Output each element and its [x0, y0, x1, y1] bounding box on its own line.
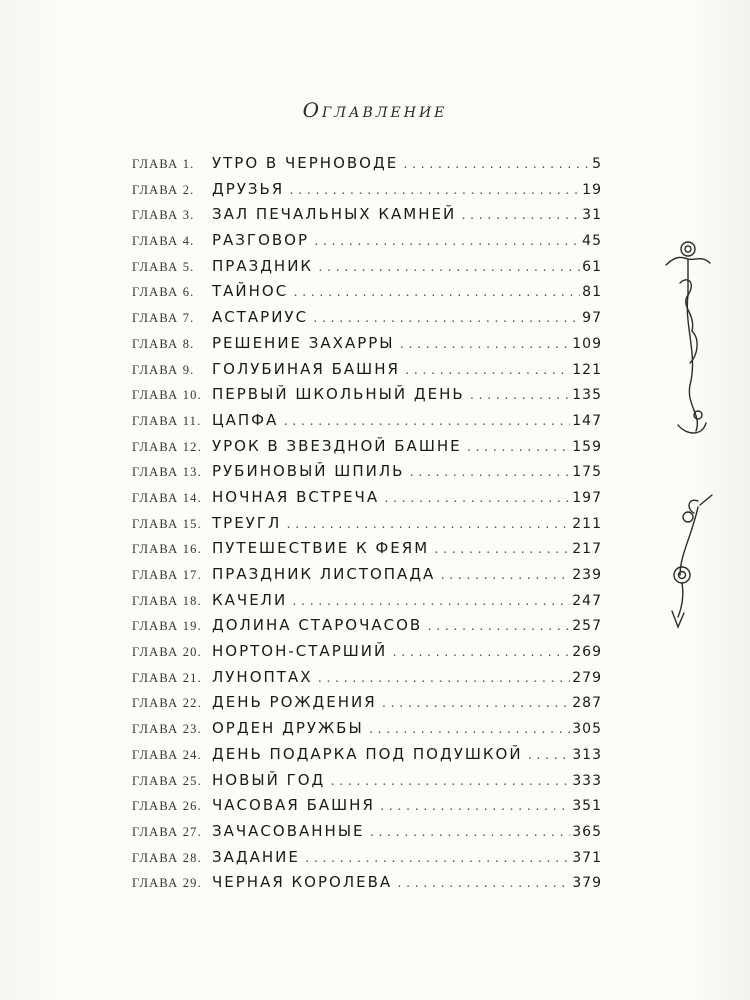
- toc-entry[interactable]: [132, 745, 602, 771]
- dot-leader: [368, 723, 571, 736]
- chapter-title: ДЕНЬ ПОДАРКА ПОД ПОДУШКОЙ: [212, 744, 523, 763]
- toc-entry[interactable]: [132, 771, 602, 797]
- chapter-label: ГЛАВА 3.: [132, 208, 195, 223]
- chapter-label: ГЛАВА 8.: [132, 336, 195, 351]
- chapter-title: НОВЫЙ ГОД: [212, 770, 326, 789]
- chapter-title: ПЕРВЫЙ ШКОЛЬНЫЙ ДЕНЬ: [212, 385, 465, 404]
- dot-leader: [391, 646, 570, 659]
- toc-entry[interactable]: [132, 360, 602, 386]
- dot-leader: [469, 389, 571, 402]
- page-number: 81: [582, 284, 602, 301]
- page-number: 19: [582, 181, 602, 198]
- chapter-title: ТРЕУГЛ: [212, 513, 282, 532]
- toc-entry[interactable]: [132, 822, 602, 848]
- page-number: 269: [572, 644, 602, 661]
- toc-entry[interactable]: [132, 719, 602, 745]
- page-number: 147: [572, 412, 602, 429]
- toc-entry[interactable]: [132, 154, 602, 180]
- chapter-label: ГЛАВА 9.: [132, 362, 195, 377]
- dot-leader: [439, 569, 570, 582]
- toc-entry[interactable]: [132, 591, 602, 617]
- chapter-label: ГЛАВА 20.: [132, 645, 202, 660]
- page-number: 109: [572, 335, 602, 352]
- chapter-title: УРОК В ЗВЕЗДНОЙ БАШНЕ: [212, 436, 462, 455]
- page-number: 175: [572, 464, 602, 481]
- page-number: 365: [572, 823, 602, 840]
- dot-leader: [399, 338, 571, 351]
- dot-leader: [304, 852, 570, 865]
- chapter-label: ГЛАВА 27.: [132, 824, 202, 839]
- dot-leader: [317, 672, 571, 685]
- dot-leader: [312, 312, 580, 325]
- toc-entry[interactable]: [132, 668, 602, 694]
- chapter-title: РЕШЕНИЕ ЗАХАРРЫ: [212, 333, 395, 352]
- toc-entry[interactable]: [132, 642, 602, 668]
- chapter-title: РУБИНОВЫЙ ШПИЛЬ: [212, 462, 405, 481]
- dot-leader: [369, 826, 571, 839]
- chapter-label: ГЛАВА 23.: [132, 722, 202, 737]
- page-number: 313: [572, 746, 602, 763]
- toc-entry[interactable]: [132, 693, 602, 719]
- chapter-label: ГЛАВА 28.: [132, 850, 202, 865]
- chapter-label: ГЛАВА 6.: [132, 285, 195, 300]
- chapter-label: ГЛАВА 7.: [132, 311, 195, 326]
- chapter-label: ГЛАВА 16.: [132, 542, 202, 557]
- chapter-title: ЛУНОПТАХ: [212, 667, 313, 686]
- toc-entry[interactable]: [132, 539, 602, 565]
- page-number: 257: [572, 618, 602, 635]
- chapter-label: ГЛАВА 24.: [132, 747, 202, 762]
- chapter-label: ГЛАВА 11.: [132, 413, 202, 428]
- dot-leader: [527, 749, 571, 762]
- page-number: 61: [582, 258, 602, 275]
- toc-entry[interactable]: [132, 180, 602, 206]
- page-number: 379: [572, 875, 602, 892]
- toc-entry[interactable]: [132, 873, 602, 899]
- dot-leader: [282, 415, 570, 428]
- dot-leader: [285, 518, 570, 531]
- chapter-title: ЦАПФА: [212, 410, 279, 429]
- chapter-label: ГЛАВА 2.: [132, 182, 195, 197]
- chapter-label: ГЛАВА 21.: [132, 670, 202, 685]
- chapter-title: ОРДЕН ДРУЖБЫ: [212, 719, 364, 738]
- chapter-label: ГЛАВА 29.: [132, 876, 202, 891]
- chapter-title: ГОЛУБИНАЯ БАШНЯ: [212, 359, 400, 378]
- chapter-title: ПРАЗДНИК ЛИСТОПАДА: [212, 565, 436, 583]
- page-number: 247: [572, 592, 602, 609]
- page-number: 279: [572, 669, 602, 686]
- chapter-label: ГЛАВА 15.: [132, 516, 202, 531]
- dot-leader: [433, 543, 570, 556]
- toc-entry[interactable]: [132, 282, 602, 308]
- dot-leader: [404, 364, 570, 377]
- page-number: 351: [572, 798, 602, 815]
- dot-leader: [379, 800, 570, 813]
- toc-entry[interactable]: [132, 565, 602, 591]
- toc-entry[interactable]: [132, 257, 602, 283]
- dot-leader: [460, 209, 580, 222]
- toc-entry[interactable]: [132, 848, 602, 874]
- page-number: 5: [592, 156, 602, 172]
- toc-entry[interactable]: [132, 411, 602, 437]
- page-number: 217: [572, 541, 602, 558]
- page-number: 159: [572, 438, 602, 455]
- chapter-label: ГЛАВА 19.: [132, 619, 202, 634]
- page-title: Оглавление: [302, 98, 448, 122]
- toc-entry[interactable]: [132, 514, 602, 540]
- toc-entry[interactable]: [132, 308, 602, 334]
- chapter-title: ДЕНЬ РОЖДЕНИЯ: [212, 693, 377, 712]
- dot-leader: [292, 286, 580, 299]
- toc-entry[interactable]: [132, 616, 602, 642]
- toc-entry[interactable]: [132, 796, 602, 822]
- chapter-label: ГЛАВА 4.: [132, 234, 195, 249]
- page-number: 211: [572, 515, 602, 532]
- dot-leader: [313, 235, 580, 248]
- chapter-label: ГЛАВА 18.: [132, 593, 202, 608]
- chapter-label: ГЛАВА 25.: [132, 773, 202, 788]
- dot-leader: [288, 184, 580, 197]
- page-number: 371: [572, 849, 602, 866]
- dot-leader: [426, 620, 570, 633]
- chapter-title: ЗАЛ ПЕЧАЛЬНЫХ КАМНЕЙ: [212, 205, 457, 224]
- dot-leader: [291, 595, 570, 608]
- dot-leader: [317, 261, 580, 274]
- dot-leader: [466, 441, 571, 454]
- toc-entry[interactable]: [132, 462, 602, 488]
- toc-entry[interactable]: [132, 437, 602, 463]
- chapter-title: ЧАСОВАЯ БАШНЯ: [212, 796, 375, 815]
- dot-leader: [383, 492, 570, 505]
- page-number: 333: [572, 772, 602, 789]
- dot-leader: [408, 466, 570, 479]
- page-number: 31: [582, 207, 602, 224]
- chapter-title: ДОЛИНА СТАРОЧАСОВ: [212, 616, 423, 635]
- chapter-label: ГЛАВА 14.: [132, 490, 202, 505]
- page-number: 135: [572, 387, 602, 404]
- chapter-label: ГЛАВА 5.: [132, 259, 195, 274]
- chapter-label: ГЛАВА 22.: [132, 696, 202, 711]
- dot-leader: [381, 697, 571, 710]
- dot-leader: [329, 775, 570, 788]
- table-of-contents: [132, 154, 602, 899]
- chapter-label: ГЛАВА 10.: [132, 388, 202, 403]
- chapter-title: ПУТЕШЕСТВИЕ К ФЕЯМ: [212, 539, 430, 558]
- chapter-label: ГЛАВА 12.: [132, 439, 202, 454]
- chapter-title: КАЧЕЛИ: [212, 590, 288, 609]
- page-number: 97: [582, 310, 602, 327]
- chapter-title: НОРТОН-СТАРШИЙ: [212, 642, 388, 661]
- chapter-title: ТАЙНОС: [212, 282, 289, 301]
- toc-entry[interactable]: [132, 231, 602, 257]
- chapter-title: ПРАЗДНИК: [212, 256, 314, 275]
- chapter-title: ЧЕРНАЯ КОРОЛЕВА: [212, 873, 393, 892]
- page-number: 45: [582, 233, 602, 250]
- toc-entry[interactable]: [132, 205, 602, 231]
- chapter-label: ГЛАВА 13.: [132, 465, 202, 480]
- toc-entry[interactable]: [132, 385, 602, 411]
- chapter-title: РАЗГОВОР: [212, 231, 310, 250]
- chapter-label: ГЛАВА 17.: [132, 568, 202, 582]
- page-number: 287: [572, 695, 602, 712]
- chapter-label: ГЛАВА 1.: [132, 157, 195, 171]
- chapter-title: ЗАЧАСОВАННЫЕ: [212, 821, 365, 840]
- chapter-title: НОЧНАЯ ВСТРЕЧА: [212, 487, 380, 506]
- page-number: 121: [572, 361, 602, 378]
- dot-leader: [396, 877, 570, 890]
- chapter-title: ДРУЗЬЯ: [212, 179, 285, 198]
- chapter-title: ЗАДАНИЕ: [212, 847, 300, 866]
- page-number: 305: [572, 721, 602, 738]
- page-number: 197: [572, 489, 602, 506]
- chapter-title: УТРО В ЧЕРНОВОДЕ: [212, 154, 399, 172]
- dot-leader: [402, 158, 590, 171]
- chapter-title: АСТАРИУС: [212, 308, 309, 327]
- toc-entry[interactable]: [132, 334, 602, 360]
- chapter-label: ГЛАВА 26.: [132, 799, 202, 814]
- floral-flourish-icon: [658, 235, 718, 635]
- page-number: 239: [572, 567, 602, 583]
- toc-entry[interactable]: [132, 488, 602, 514]
